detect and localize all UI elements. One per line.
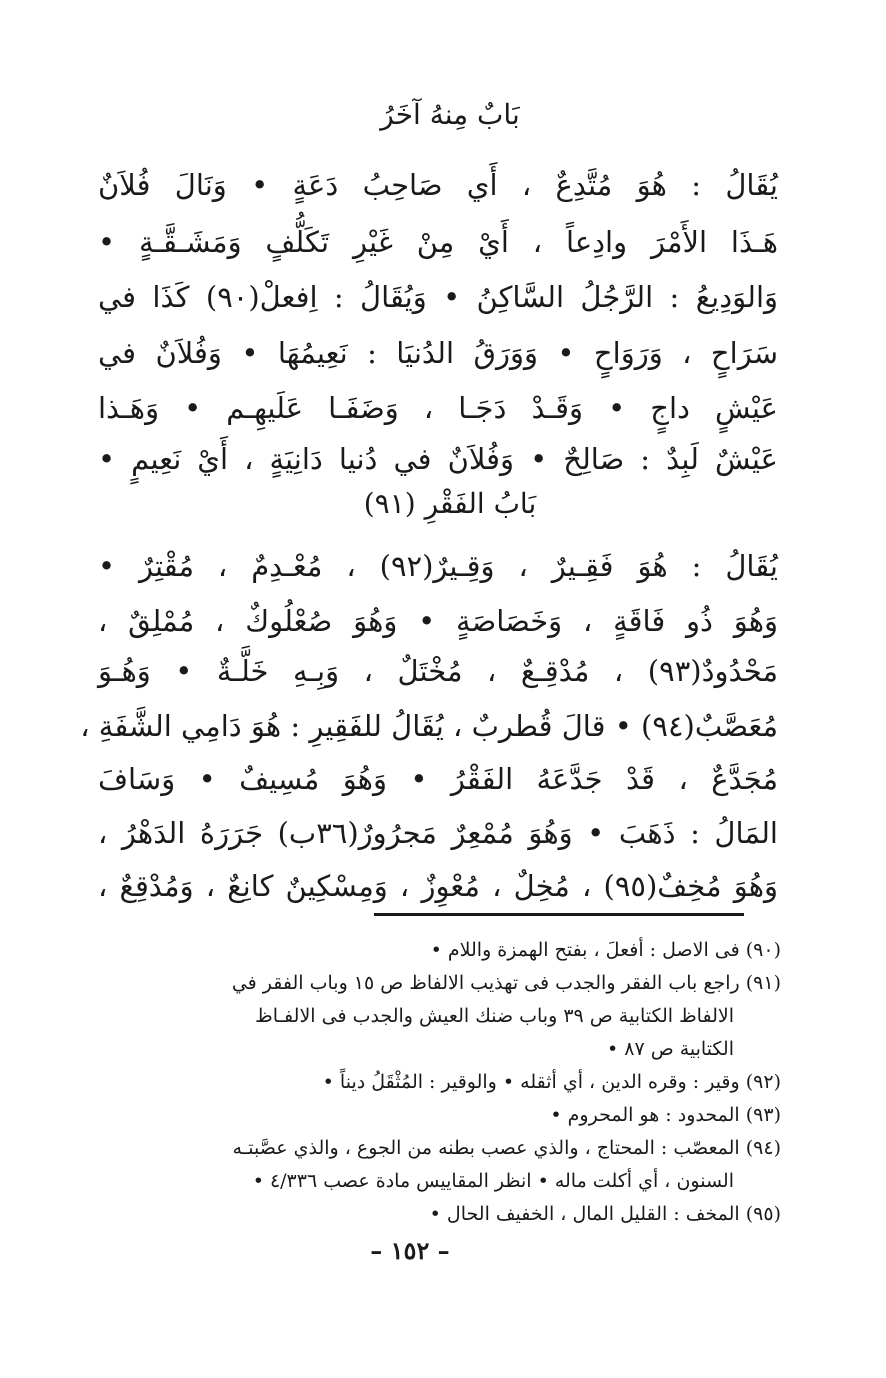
section-heading: بَابُ الفَقْرِ (٩١) — [363, 487, 537, 520]
text-line: وَهُوَ ذُو فَاقَةٍ ، وَخَصَاصَةٍ • وَهُوَ صُعْلُوكٌ ، مُمْلِقٌ ، — [98, 604, 778, 638]
footnote-continuation: الالفاظ الكتابية ص ٣٩ وباب ضنك العيش والجدب فى الالفـاظ — [255, 1005, 734, 1027]
text-line: هَـذَا الأَمْرَ وادِعاً ، أَيْ مِنْ غَيْرِ تَكَلُّفٍ وَمَشَـقَّـةٍ • — [98, 225, 778, 259]
text-line: يُقَالُ : هُوَ مُتَّدِعٌ ، أَي صَاحِبُ دَعَةٍ • وَنَالَ فُلاَنٌ — [98, 168, 778, 202]
section-heading: بَابٌ مِنهُ آخَرُ — [380, 98, 520, 131]
text-line: المَالُ : ذَهَبَ • وَهُوَ مُمْعِرٌ مَجرُورٌ(٣٦ب) جَرَرَهُ الدَهْرُ ، — [98, 816, 778, 850]
text-line: وَهُوَ مُخِفٌ(٩٥) ، مُخِلٌ ، مُعْوِزٌ ، وَمِسْكِينٌ كانِعٌ ، وَمُدْقِعٌ ، — [98, 869, 778, 903]
text-line: سَرَاحٍ ، وَرَوَاحٍ • وَوَرَقُ الدُنيَا : نَعِيمُهَا • وَفُلاَنٌ في — [98, 336, 778, 370]
footnote-text: راجع باب الفقر والجدب فى تهذيب الالفاظ ص ١٥ وباب الفقر في — [231, 972, 740, 994]
text-line: عَيْشٍ داجٍ • وَقَـدْ دَجَـا ، وَضَفَـا عَلَيهِـم • وَهَـذا — [98, 391, 778, 425]
footnote — [91, 968, 781, 998]
footnote-number: (٩٤) — [745, 1137, 781, 1159]
text-line: وَالوَدِيعُ : الرَّجُلُ السَّاكِنُ • وَيُقَالُ : اِفعلْ(٩٠) كَذَا في — [98, 280, 779, 314]
footnote-number: (٩٠) — [745, 939, 781, 961]
footnote — [91, 1100, 781, 1130]
text-line: مُجَدَّعٌ ، قَدْ جَدَّعَهُ الفَقْرُ • وَهُوَ مُسِيفٌ • وَسَافَ — [98, 762, 778, 796]
footnote-text: المعصّب : المحتاج ، والذي عصب بطنه من الجوع ، والذي عصَّبتـه — [232, 1137, 740, 1159]
text-line: مُعَصَّبٌ(٩٤) • قالَ قُطربٌ ، يُقَالُ للفَقِيرِ : هُوَ دَامِي الشَّفَةِ ، — [80, 709, 778, 743]
footnote-separator — [374, 913, 744, 916]
page-number: – ١٥٢ – — [370, 1236, 450, 1265]
footnote-text: فى الاصل : أفعلَ ، بفتح الهمزة واللام • — [430, 939, 740, 961]
footnote-number: (٩٣) — [745, 1104, 781, 1126]
footnote — [91, 1199, 781, 1229]
text-line: يُقَالُ : هُوَ فَقِـيرٌ ، وَقِـيرٌ(٩٢) ، مُعْـدِمٌ ، مُقْتِرٌ • — [98, 549, 778, 583]
footnote-number: (٩٥) — [745, 1203, 781, 1225]
footnote-continuation: السنون ، أي أكلت ماله • انظر المقاييس مادة عصب ٤/٣٣٦ • — [252, 1170, 734, 1192]
footnote — [91, 935, 781, 965]
text-line: عَيْشٌ لَبِدٌ : صَالِحٌ • وَفُلاَنٌ في دُنيا دَانِيَةٍ ، أَيْ نَعِيمٍ • — [98, 442, 778, 476]
footnote-number: (٩١) — [745, 972, 781, 994]
footnote-continuation: الكتابية ص ٨٧ • — [606, 1038, 734, 1060]
footnote-number: (٩٢) — [745, 1071, 781, 1093]
footnote — [91, 1133, 781, 1163]
footnote-text: وقير : وقره الدين ، أي أثقله • والوقير : المُثْقَلُ ديناً • — [322, 1071, 740, 1093]
footnote-text: المخف : القليل المال ، الخفيف الحال • — [429, 1203, 740, 1225]
footnote — [161, 1067, 781, 1097]
footnote-text: المحدود : هو المحروم • — [550, 1104, 740, 1126]
text-line: مَحْدُودٌ(٩٣) ، مُدْقِـعٌ ، مُخْتَلٌ ، وَبِـهِ خَلَّـةٌ • وَهُـوَ — [98, 654, 778, 688]
